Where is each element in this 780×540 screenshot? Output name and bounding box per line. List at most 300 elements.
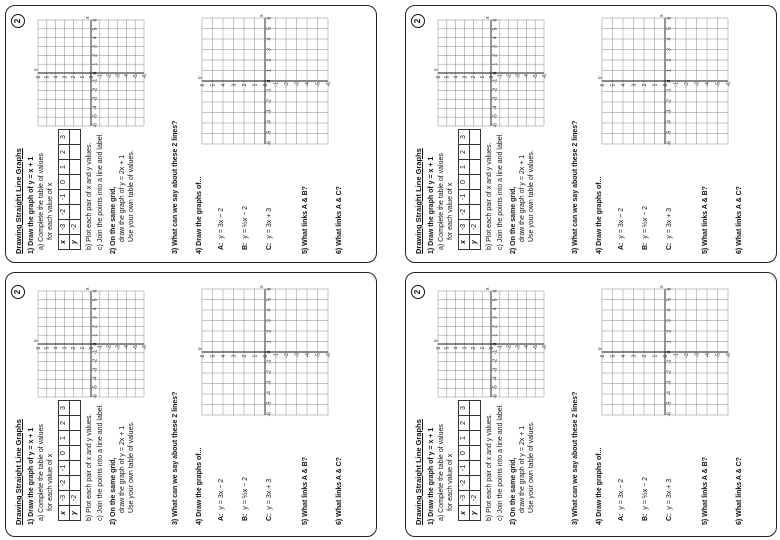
x-tick-label: 3 xyxy=(492,315,499,319)
y-tick-label: -3 xyxy=(115,344,122,349)
level-badge: 2 xyxy=(411,14,425,28)
x-tick-label: 5 xyxy=(492,298,499,301)
x-tick-label: -3 xyxy=(92,367,99,372)
y-tick-label: 1 xyxy=(652,354,659,357)
x-tick-label: 4 xyxy=(666,37,673,41)
x-tick-label: -5 xyxy=(492,384,499,390)
x-axis-label: x xyxy=(259,14,265,17)
y-tick-label: 4 xyxy=(220,83,227,87)
equation-c xyxy=(666,208,675,250)
x-tick-label: -4 xyxy=(266,390,273,395)
x-axis-label: x xyxy=(485,287,491,290)
x-tick-label: 5 xyxy=(92,27,99,31)
table-row-x xyxy=(459,400,470,520)
y-tick-label: 0 xyxy=(488,346,495,349)
table-row-y xyxy=(70,400,81,520)
y-tick-label: 6 xyxy=(435,346,442,349)
table-cell: 3 xyxy=(459,400,470,415)
equation-a xyxy=(218,478,227,520)
y-tick-label: -2 xyxy=(506,74,513,79)
x-tick-label: -6 xyxy=(92,393,99,398)
y-tick-label: 3 xyxy=(631,83,638,87)
table-cell: -2 xyxy=(470,490,481,505)
equation-text: y = ½x − 2 xyxy=(642,476,649,510)
equation-b xyxy=(242,206,251,250)
x-tick-label: 2 xyxy=(666,329,673,332)
x-tick-label: 6 xyxy=(266,16,273,20)
x-tick-label: -3 xyxy=(266,109,273,114)
table-cell: -1 xyxy=(459,460,470,475)
x-tick-label: -6 xyxy=(492,123,499,128)
x-tick-label: -3 xyxy=(666,109,673,114)
x-tick-label: -6 xyxy=(666,411,673,416)
y-tick-label: 5 xyxy=(444,75,451,79)
x-tick-label: -5 xyxy=(266,130,273,135)
y-tick-label: 2 xyxy=(471,346,478,349)
y-axis-label: y xyxy=(597,76,603,79)
y-axis-label: y xyxy=(433,68,439,71)
x-tick-label: 6 xyxy=(492,289,499,292)
question-1a: a) Complete the table of values xyxy=(38,423,45,521)
x-tick-label: -1 xyxy=(266,88,273,93)
y-tick-label: 1 xyxy=(79,75,86,79)
equation-letter: B: xyxy=(242,513,249,521)
worksheet-card-top-left xyxy=(5,5,377,263)
y-tick-label: -6 xyxy=(725,352,732,357)
y-tick-label: -6 xyxy=(325,82,332,87)
table-row-x xyxy=(59,400,70,520)
y-tick-label: 3 xyxy=(231,83,238,87)
x-tick-label: 5 xyxy=(266,297,273,301)
x-tick-label: -4 xyxy=(666,120,673,125)
y-tick-label: -6 xyxy=(141,74,148,79)
y-tick-label: 0 xyxy=(662,83,669,87)
y-tick-label: 3 xyxy=(462,75,469,79)
x-tick-label: -2 xyxy=(666,99,673,104)
x-tick-label: -4 xyxy=(492,375,499,381)
table-cell xyxy=(470,460,481,475)
worksheet-title: Drawing Straight Line Graphs xyxy=(14,418,23,525)
table-header-y: y xyxy=(70,235,81,250)
table-cell: -2 xyxy=(470,220,481,235)
table-cell: -3 xyxy=(459,490,470,505)
y-tick-label: 3 xyxy=(231,354,238,357)
x-tick-label: 6 xyxy=(92,289,99,292)
question-2-line2: draw the graph of y = 2x + 1 xyxy=(519,425,526,513)
question-5: 5) What links A & B? xyxy=(302,186,309,254)
y-tick-label: 3 xyxy=(462,346,469,349)
equation-a xyxy=(618,208,627,250)
y-tick-label: 5 xyxy=(610,83,617,87)
coordinate-grid-small xyxy=(32,285,150,403)
x-tick-label: 0 xyxy=(666,79,673,83)
y-tick-label: -1 xyxy=(673,352,680,357)
x-tick-label: -2 xyxy=(92,358,99,363)
x-tick-label: -1 xyxy=(666,359,673,364)
question-2-line3: Use your own table of values. xyxy=(128,420,135,513)
x-tick-label: -2 xyxy=(492,358,499,363)
x-tick-label: 6 xyxy=(666,16,673,20)
worksheet-title: Drawing Straight Line Graphs xyxy=(414,418,423,525)
equation-text: y = 3x + 3 xyxy=(666,478,673,510)
x-tick-label: -3 xyxy=(266,380,273,385)
x-tick-label: 0 xyxy=(492,342,499,345)
x-tick-label: 5 xyxy=(92,298,99,301)
worksheet-card-top-right xyxy=(405,5,777,263)
equation-text: y = 3x + 3 xyxy=(266,207,273,239)
x-tick-label: -5 xyxy=(666,130,673,135)
table-cell: 0 xyxy=(459,445,470,460)
x-tick-label: -6 xyxy=(92,123,99,128)
x-tick-label: -2 xyxy=(266,369,273,374)
table-header-x: x xyxy=(59,235,70,250)
y-tick-label: -5 xyxy=(315,82,322,87)
y-tick-label: -2 xyxy=(106,344,113,349)
table-row-y xyxy=(470,130,481,250)
worksheet-card-bottom-left xyxy=(5,272,377,537)
y-tick-label: -2 xyxy=(683,82,690,87)
x-tick-label: -6 xyxy=(266,411,273,416)
x-tick-label: 5 xyxy=(266,27,273,30)
question-2-line3: Use your own table of values. xyxy=(128,150,135,242)
y-tick-label: 1 xyxy=(252,354,259,357)
table-cell xyxy=(70,205,81,220)
x-tick-label: 4 xyxy=(92,36,99,40)
equation-text: y = 3x − 2 xyxy=(618,478,625,510)
table-cell: 1 xyxy=(59,160,70,175)
question-2-line2: draw the graph of y = 2x + 1 xyxy=(119,154,126,242)
table-cell xyxy=(470,175,481,190)
equation-text: y = 3x − 2 xyxy=(218,478,225,510)
table-cell: -2 xyxy=(70,220,81,235)
table-cell: -1 xyxy=(59,190,70,205)
x-tick-label: -5 xyxy=(266,401,273,406)
x-tick-label: 0 xyxy=(92,71,99,75)
table-row-x xyxy=(459,130,470,250)
y-axis-label: y xyxy=(197,347,203,350)
table-row-y xyxy=(70,130,81,250)
y-tick-label: 6 xyxy=(599,83,606,87)
coordinate-grid-large xyxy=(596,12,734,150)
y-tick-label: -2 xyxy=(506,344,513,349)
y-axis-label: y xyxy=(597,347,603,350)
x-tick-label: -3 xyxy=(92,96,99,101)
x-tick-label: 4 xyxy=(266,37,273,41)
question-1a-line2: for each value of x xyxy=(47,453,54,511)
y-tick-label: 6 xyxy=(35,75,42,79)
equation-letter: C: xyxy=(266,513,273,521)
question-4: 4) Draw the graphs of... xyxy=(596,447,603,525)
question-6: 6) What links A & C? xyxy=(336,456,343,525)
table-cell: -2 xyxy=(459,205,470,220)
y-tick-label: 5 xyxy=(44,346,51,349)
equation-a xyxy=(218,208,227,250)
equation-text: y = 3x − 2 xyxy=(618,207,625,239)
x-tick-label: 1 xyxy=(92,333,99,337)
y-tick-label: 4 xyxy=(220,354,227,357)
coordinate-grid-small xyxy=(432,285,550,403)
question-2-line2: draw the graph of y = 2x + 1 xyxy=(519,154,526,242)
coordinate-grid-large xyxy=(196,12,334,150)
equation-c xyxy=(266,208,275,250)
table-cell xyxy=(70,415,81,430)
y-tick-label: -3 xyxy=(515,74,522,79)
x-tick-label: 0 xyxy=(666,350,673,353)
x-tick-label: 5 xyxy=(492,27,499,31)
y-tick-label: -2 xyxy=(106,74,113,79)
x-tick-label: 1 xyxy=(492,333,499,337)
y-tick-label: 1 xyxy=(479,75,486,79)
table-header-x: x xyxy=(59,505,70,520)
x-tick-label: -5 xyxy=(666,401,673,406)
table-header-y: y xyxy=(470,235,481,250)
question-1a: a) Complete the table of values xyxy=(438,423,445,521)
y-tick-label: -1 xyxy=(97,74,104,79)
equation-text: y = 3x − 2 xyxy=(218,207,225,239)
x-tick-label: -5 xyxy=(92,384,99,390)
worksheet-title: Drawing Straight Line Graphs xyxy=(14,148,23,254)
y-tick-label: -3 xyxy=(115,74,122,79)
question-1a-line2: for each value of x xyxy=(47,182,54,240)
question-1c: c) Join the points into a line and label. xyxy=(497,132,504,250)
question-2-line2: draw the graph of y = 2x + 1 xyxy=(119,425,126,513)
table-cell: -2 xyxy=(59,475,70,490)
y-tick-label: 5 xyxy=(44,75,51,79)
table-cell: -3 xyxy=(59,490,70,505)
table-cell: 1 xyxy=(59,430,70,445)
y-tick-label: -4 xyxy=(704,82,711,87)
worksheet-rotated xyxy=(6,277,376,533)
y-tick-label: -1 xyxy=(497,344,504,349)
table-cell xyxy=(470,475,481,490)
x-tick-label: -1 xyxy=(92,78,99,84)
question-3: 3) What can we say about these 2 lines? xyxy=(172,391,179,525)
table-cell xyxy=(470,160,481,175)
values-table xyxy=(458,400,481,521)
question-1: 1) Draw the graph of y = x + 1 xyxy=(28,427,35,525)
y-tick-label: 5 xyxy=(210,83,217,87)
worksheet-card-bottom-right xyxy=(405,272,777,537)
worksheet-title: Drawing Straight Line Graphs xyxy=(414,148,423,254)
x-tick-label: 2 xyxy=(266,58,273,62)
x-tick-label: 4 xyxy=(492,306,499,310)
coordinate-grid-small xyxy=(432,14,550,132)
x-tick-label: 3 xyxy=(266,318,273,322)
question-2-line3: Use your own table of values. xyxy=(528,420,535,513)
question-6: 6) What links A & C? xyxy=(736,456,743,525)
table-cell xyxy=(70,145,81,160)
y-tick-label: 4 xyxy=(53,346,60,349)
x-tick-label: -6 xyxy=(666,141,673,146)
equation-letter: A: xyxy=(218,513,225,521)
x-tick-label: -1 xyxy=(492,349,499,354)
x-tick-label: 2 xyxy=(492,324,499,328)
y-tick-label: 1 xyxy=(252,83,259,87)
x-tick-label: 1 xyxy=(266,69,273,72)
x-axis-label: x xyxy=(659,285,665,288)
equation-text: y = ½x − 2 xyxy=(242,476,249,510)
table-cell: -1 xyxy=(459,190,470,205)
y-tick-label: 0 xyxy=(662,354,669,357)
level-badge: 2 xyxy=(411,285,425,299)
equation-letter: B: xyxy=(642,513,649,521)
y-tick-label: -1 xyxy=(97,344,104,349)
question-1b: b) Plot each pair of x and y values. xyxy=(86,142,93,250)
x-tick-label: 3 xyxy=(92,45,99,48)
x-tick-label: -1 xyxy=(266,359,273,364)
question-5: 5) What links A & B? xyxy=(702,186,709,254)
question-2-line3: Use your own table of values. xyxy=(528,150,535,242)
question-5: 5) What links A & B? xyxy=(302,456,309,525)
table-cell: -2 xyxy=(459,475,470,490)
question-2: 2) On the same grid, xyxy=(510,186,517,254)
x-tick-label: -4 xyxy=(92,105,99,110)
x-tick-label: 2 xyxy=(92,324,99,328)
x-tick-label: 3 xyxy=(492,45,499,48)
question-3: 3) What can we say about these 2 lines? xyxy=(572,120,579,254)
x-tick-label: 4 xyxy=(492,36,499,40)
x-tick-label: -5 xyxy=(92,114,99,119)
values-table xyxy=(458,129,481,250)
table-cell: 0 xyxy=(59,445,70,460)
equation-b xyxy=(642,206,651,250)
x-tick-label: 4 xyxy=(92,306,99,310)
equation-b xyxy=(642,476,651,520)
x-tick-label: -2 xyxy=(92,87,99,93)
table-cell xyxy=(70,445,81,460)
y-tick-label: -5 xyxy=(532,74,539,79)
table-cell xyxy=(70,460,81,475)
table-cell: 1 xyxy=(459,160,470,175)
x-tick-label: -6 xyxy=(266,141,273,146)
question-1: 1) Draw the graph of y = x + 1 xyxy=(428,427,435,525)
question-1a: a) Complete the table of values xyxy=(438,153,445,250)
question-4: 4) Draw the graphs of... xyxy=(196,447,203,525)
y-tick-label: 2 xyxy=(71,346,78,349)
x-tick-label: -1 xyxy=(492,78,499,84)
y-tick-label: 3 xyxy=(631,354,638,357)
x-tick-label: 1 xyxy=(92,62,99,66)
y-tick-label: 6 xyxy=(599,354,606,357)
table-cell xyxy=(470,430,481,445)
x-tick-label: 0 xyxy=(492,71,499,75)
table-header-x: x xyxy=(459,505,470,520)
table-cell: 2 xyxy=(459,415,470,430)
x-tick-label: 4 xyxy=(266,308,273,311)
x-tick-label: 1 xyxy=(266,339,273,343)
question-2: 2) On the same grid, xyxy=(110,457,117,525)
coordinate-grid-small xyxy=(32,14,150,132)
y-tick-label: 6 xyxy=(35,346,42,349)
x-tick-label: 5 xyxy=(666,27,673,30)
equation-b xyxy=(242,476,251,520)
y-tick-label: -6 xyxy=(725,82,732,87)
equation-letter: A: xyxy=(218,242,225,250)
equation-letter: A: xyxy=(618,513,625,521)
x-axis-label: x xyxy=(85,287,91,290)
x-tick-label: -2 xyxy=(666,369,673,374)
table-cell xyxy=(470,445,481,460)
table-cell xyxy=(70,160,81,175)
table-cell xyxy=(70,475,81,490)
y-tick-label: 5 xyxy=(210,354,217,357)
x-tick-label: 1 xyxy=(666,69,673,72)
question-1: 1) Draw the graph of y = x + 1 xyxy=(28,156,35,254)
table-cell: 3 xyxy=(59,130,70,145)
table-header-y: y xyxy=(470,505,481,520)
table-cell: 2 xyxy=(59,415,70,430)
values-table xyxy=(58,129,81,250)
coordinate-grid-large xyxy=(196,283,334,421)
y-tick-label: 0 xyxy=(88,346,95,349)
table-cell: -3 xyxy=(59,220,70,235)
y-tick-label: -2 xyxy=(283,82,290,87)
y-tick-label: -4 xyxy=(304,352,311,357)
table-cell xyxy=(470,190,481,205)
table-cell: -1 xyxy=(59,460,70,475)
y-tick-label: -4 xyxy=(304,82,311,87)
equation-letter: C: xyxy=(666,242,673,250)
y-tick-label: 0 xyxy=(262,83,269,87)
y-axis-label: y xyxy=(433,339,439,342)
y-tick-label: 1 xyxy=(652,83,659,87)
y-tick-label: -5 xyxy=(532,344,539,349)
y-tick-label: 0 xyxy=(262,354,269,357)
question-4: 4) Draw the graphs of... xyxy=(196,176,203,254)
table-cell xyxy=(70,430,81,445)
table-cell: 0 xyxy=(59,175,70,190)
worksheet xyxy=(6,6,376,262)
y-tick-label: -6 xyxy=(141,344,148,349)
y-tick-label: -6 xyxy=(541,344,548,349)
x-tick-label: -4 xyxy=(92,375,99,381)
worksheet xyxy=(406,277,776,533)
y-tick-label: 4 xyxy=(453,75,460,79)
x-tick-label: 6 xyxy=(666,287,673,290)
question-1c: c) Join the points into a line and label. xyxy=(497,403,504,521)
y-tick-label: -1 xyxy=(273,82,280,87)
question-1: 1) Draw the graph of y = x + 1 xyxy=(428,156,435,254)
x-tick-label: -4 xyxy=(492,105,499,110)
x-tick-label: -6 xyxy=(492,393,499,398)
x-tick-label: -2 xyxy=(266,99,273,104)
x-tick-label: 2 xyxy=(266,329,273,332)
question-6: 6) What links A & C? xyxy=(336,186,343,254)
y-tick-label: 2 xyxy=(641,354,648,357)
x-tick-label: 2 xyxy=(666,58,673,62)
table-cell: -2 xyxy=(70,490,81,505)
y-tick-label: 0 xyxy=(488,75,495,79)
y-axis-label: y xyxy=(197,76,203,79)
x-tick-label: 4 xyxy=(666,308,673,311)
x-tick-label: 6 xyxy=(266,287,273,290)
y-axis-label: y xyxy=(33,68,39,71)
x-tick-label: 3 xyxy=(92,315,99,319)
x-tick-label: -1 xyxy=(666,88,673,93)
x-axis-label: x xyxy=(85,16,91,19)
x-tick-label: 3 xyxy=(666,48,673,51)
y-tick-label: 2 xyxy=(241,83,248,87)
y-tick-label: -3 xyxy=(294,352,301,357)
y-tick-label: -3 xyxy=(694,82,701,87)
y-tick-label: -5 xyxy=(132,74,139,79)
y-tick-label: -4 xyxy=(524,344,531,349)
y-tick-label: -3 xyxy=(294,82,301,87)
y-tick-label: 0 xyxy=(88,75,95,79)
y-tick-label: -2 xyxy=(683,352,690,357)
question-1a-line2: for each value of x xyxy=(447,182,454,240)
y-tick-label: -2 xyxy=(283,352,290,357)
